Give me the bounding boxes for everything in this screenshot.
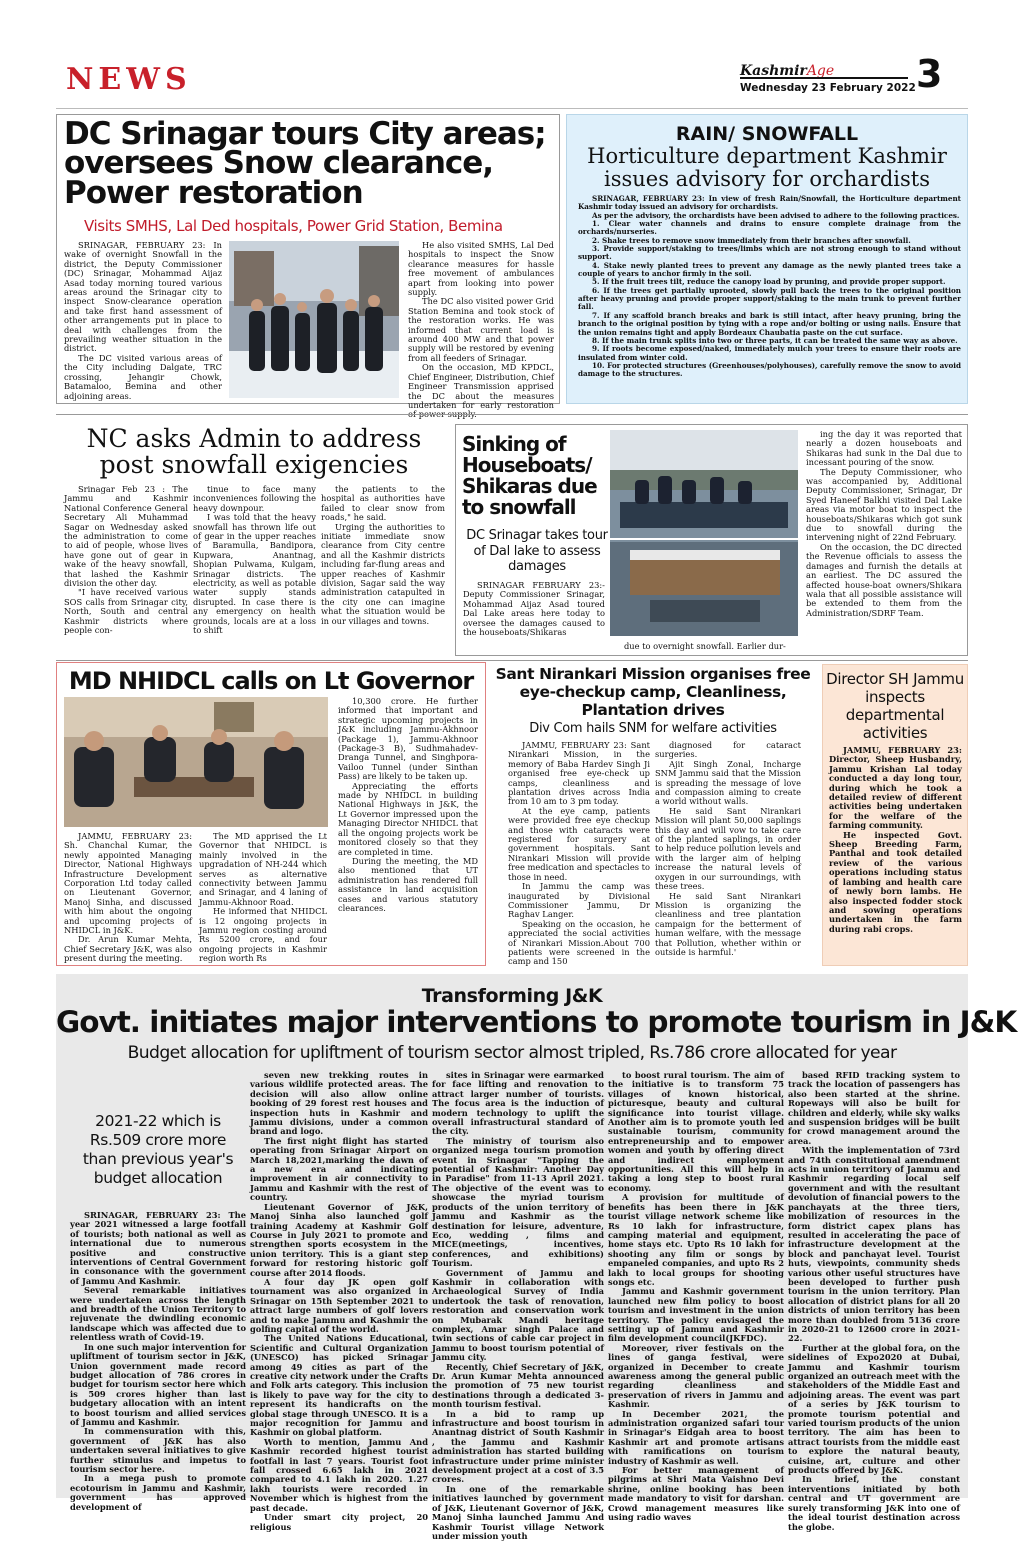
paragraph: The MD apprised the Lt Governor that NHIDCL is mainly involved in the upgradation of NH-244 which serves as alternative connectivity between Jammu and Srinagar, and 4 laning of Jammu-Akhnoor Road. [199,831,327,907]
houseboats-col3 [806,430,962,652]
nirankari-col1 [508,740,650,967]
nc-col2 [193,485,316,653]
paragraph: 1. Clear water channels and drains to ensure complete drainage from the orchards/nurseries. [578,219,961,237]
paragraph: He informed that NHIDCL is 12 ongoing projects in Jammu region costing around Rs 5200 crore, and four ongoing projects in Kashmir region worth Rs [199,906,327,964]
nc-col1 [64,485,188,653]
horticulture-kicker: RAIN/ SNOWFALL [675,123,859,145]
paragraph: the patients to the hospital as authorities have failed to clear snow from roads," he said. [321,484,445,523]
paragraph: In one such major intervention for upliftment of tourism sector in J&K, Union government made record budget allocation of 786 crores in budget for tourism sector here which is 509 crores higher than last budgetary allocation with an intent to boost tourism and allied services of Jammu and Kashmir. [70,1341,246,1427]
paragraph: He said Sant Nirankari Mission is organizing the cleanliness and tree plantation campaign for the betterment of human welfare, with the message that Pollution, whether within or outside is harmful.' [655,890,801,957]
paragraph: In a bid to ramp up infrastructure and boost tourism in Anantnag district of South Kashmir , the Jammu and Kashmir administration has started building infrastructure under prime minister development project at a cost of 3.5 crores. [432,1408,604,1485]
paragraph: 8. If the main trunk splits into two or three parts, it can be treated the same way as above. [592,335,958,345]
paragraph: to boost rural tourism. The aim of the initiative is to transform 75 villages of known historical, picturesque, beauty and cultural significance into tourist village. Another aim is to promote youth led sustainable tourism, community entrepreneurship and to empower women and youth by offering direct and indirect employment opportunities. All this will help in taking a long step to boost rural economy. [608,1070,784,1193]
paragraph: diagnosed for cataract surgeries. [655,740,801,760]
paragraph: "I have received various SOS calls from Srinagar city, North, South and central Kashmir districts where people con- [64,587,188,636]
houseboats-subhead: DC Srinagar takes tour of Dal lake to assess damages [466,528,608,574]
director-sh-body [829,746,962,951]
nc-headline: NC asks Admin to address post snowfall exigencies [86,424,422,479]
paragraph: A provision for multitude of benefits has been there in J&K tourist village network scheme like Rs 10 lakh for infrastructure, camping material and equipment, home stays etc. Upto Rs 10 lakh for shooting any film or songs by empaneled companies, and upto Rs 2 lakh to local groups for shooting songs etc. [608,1192,784,1287]
paragraph: Jammu and Kashmir government launched new film policy to boost tourism and investment in the union territory. The policy envisaged the setting up of Jammu and Kashmir film development council(JKFDC). [608,1286,784,1344]
paragraph: In a mega push to promote ecotourism in Jammu and Kashmir, government has approved development of [70,1473,246,1512]
paragraph: In commensuration with this, government of J&K has also undertaken several initiatives to give further stimulus and impetus to tourism sector here. [70,1426,246,1474]
nhidcl-headline: MD NHIDCL calls on Lt Governor [68,667,474,695]
paragraph: In December 2021, the administration organized safari tour in Srinagar's Eidgah area to boost Kashmir art and promote artisans with ramifications on tourism industry of Kashmir as well. [608,1408,784,1466]
tourism-kicker: Transforming J&K [421,985,603,1007]
paragraph: At the eye camp, patients were provided free eye checkup and those with cataracts were registered for surgery at government hospitals. Sant Nirankari Mission will provide free medication and spectacles to those in need. [508,805,650,882]
tourism-col4 [608,1070,784,1523]
lt-governor-meeting-photo [64,697,328,827]
paragraph: Srinagar Feb 23 : The Jammu and Kashmir National Conference General Secretary Ali Muhammad Sagar on Wednesday asked the administration to come to aid of people, whose lives have gone out of gear in wake of the heavy snowfall, that lashed the Kashmir division the other day. [64,484,188,589]
paragraph: The ministry of tourism also organized mega tourism promotion event in Srinagar "Tapping the potential of Kashmir: Another Day in Paradise" from 11-13 April 2021. The objective of the event was to showcase the myriad tourism products of the union territory of Jammu and Kashmir as the destination for leisure, adventure, Eco, wedding , films and MICE(meetings, incentives, conferences, and exhibitions) Tourism. [432,1135,604,1269]
paragraph: sites in Srinagar were earmarked for face lifting and renovation to attract larger number of tourists. The focus area is the induction of modern technology to uplift the overall infrastructural standard of the city. [432,1070,604,1137]
paragraph: With the implementation of 73rd and 74th constitutional amendment acts in union territory of Jammu and Kashmir regarding local self government and with the resultant devolution of financial powers to the panchayats at the three tiers, mobilization of resources in the form district capex plans has resulted in accelerating the pace of infrastructure development at the block and panchayat level. Tourist huts, viewpoints, community sheds various other useful structures have been developed to further push tourism in the union territory. Plan allocation of district plans for all 20 districts of union territory has been more than doubled from 5136 crore in 2020-21 to 12600 crore in 2021-22. [788,1145,960,1344]
masthead-rule [56,108,968,109]
story-dc-srinagar-headline: DC Srinagar tours City areas; oversees Snow clearance, Power restoration [64,116,546,211]
paragraph: Dr. Arun Kumar Mehta, Chief Secretary J&K, was also present during the meeting. [64,934,192,964]
horticulture-headline: Horticulture department Kashmir issues advisory for orchardists [587,144,947,191]
paragraph: During the meeting, the MD also mentioned that UT administration has rendered full assistance in land acquisition cases and various statutory clearances. [338,855,478,913]
paragraph: SRINAGAR, FEBRUARY 23: In wake of overnight Snowfall in the district, the Deputy Commissioner (DC) Srinagar, Mohammad Aijaz Asad today morning toured various areas around the Srinagar city to inspect Snow-clearance operation and take first hand assessment of other arrangements put in place to deal with challenges from the prevailing weather situation in the district. [64,240,222,354]
paragraph: The DC visited various areas of the City including Dalgate, TRC crossing, Jehangir Chowk, Batamaloo, Bemina and other adjoining areas. [64,352,222,401]
tourism-callout: 2021-22 which is Rs.509 crore more than previous year's budget allocation [82,1112,234,1187]
nhidcl-col1 [64,831,192,964]
paragraph: On the occasion, the DC directed the Revenue officials to assess the damages and furnish the details at an earliest. The DC assured the affected house-boat owners/Shikara wala that all possible assistance will be extended to them from the Administration/SDRF Team. [806,541,962,618]
paragraph: The DC also visited power Grid Station Bemina and took stock of the restoration works. He was informed that current load is around 400 MW and that power supply will be restored by evening from all feeders of Srinagar. [408,296,554,363]
paragraph: Government of Jammu and Kashmir in collaboration with Archaeological Survey of India undertook the task of renovation, restoration and conservation work on Mubarak Mandi heritage complex, Amar singh Palace and twin sections of cable car project in Jammu to boost tourism potential of Jammu city. [432,1267,604,1363]
paragraph: 3. Provide support/staking to trees/limbs which are not strong enough to stand without support. [578,244,961,262]
dal-lake-photo [610,430,798,636]
paragraph: In one of the remarkable initiatives launched by government of J&K, Lieutenant Governor of J&K, Manoj Sinha launched Jammu And Kashmir Tourist village Network under mission youth [432,1483,604,1541]
paragraph: Urging the authorities to initiate immediate snow clearance from City centre and all the Kashmir districts including far-flung areas and upper reaches of Kashmir division, Sagar said the way administration catapulted in the city one can imagine what the situation would be in our villages and towns. [321,521,445,626]
nhidcl-col3 [338,697,478,959]
paragraph: The Deputy Commissioner, who was accompanied by, Additional Deputy Commissioner, Srinagar, Dr Syed Haneef Balkhi visited Dal Lake areas via motor boat to inspect the houseboats/Shikaras which got sunk due to snowfall during the intervening night of 22nd February. [806,466,962,543]
paragraph: SRINAGAR, FEBRUARY 23: In view of fresh Rain/Snowfall, the Horticulture department Kashmir today issued an advisory for orchardists. [578,194,961,212]
story-dc-srinagar-subhead: Visits SMHS, Lal Ded hospitals, Power Grid Station, Bemina [84,217,503,235]
paragraph: For better management of pilgrims at Shri Mata Vaishno Devi shrine, online booking has been made mandatory to visit for darshan. Crowd management measures like using radio waves [608,1465,784,1523]
paragraph: He said Sant Nirankari Mission will plant 50,000 saplings this day and will vow to take care of the planted saplings, in order to help reduce pollution levels and with the larger aim of helping increase the natural levels of oxygen in our surroundings, with these trees. [655,805,801,892]
story-dc-srinagar-col2 [408,240,554,410]
paragraph: In brief, the constant interventions initiated by both central and UT government are surely transforming J&K into one of the ideal tourist destination across the globe. [788,1474,960,1532]
houseboats-col2 [610,642,800,654]
paragraph: A four day JK open golf tournament was also organized in Srinagar on 15th September 2021 to attract large numbers of golf lovers and to make Jammu and Kashmir the golfing capital of the world. [250,1276,428,1334]
paragraph: 6. If the trees get partially uprooted, slowly pull back the trees to the original position after heavy pruning and provide proper support/staking to the main trunk to prevent further fall. [578,285,961,312]
tourism-headline: Govt. initiates major interventions to promote tourism in J&K [56,1005,1017,1039]
houseboats-headline: Sinking of Houseboats/ Shikaras due to snowfall [462,432,597,519]
director-sh-headline: Director SH Jammu inspects departmental activities [826,670,964,742]
paragraph: 2. Shake trees to remove snow immediately from their branches after snowfall. [592,235,911,245]
paragraph: Lieutenant Governor of J&K, Manoj Sinha also launched golf training Academy at Kashmir Golf Course in July 2021 to promote and strengthen sports ecosystem in the union territory. This is a giant step forward for restoring historic golf course after 2014 floods. [250,1201,428,1278]
paragraph: Moreover, river festivals on the lines of ganga festival, were organized in December to create awareness among the general public regarding cleanliness and preservation of rivers in Jammu and Kashmir. [608,1342,784,1410]
paragraph: In Jammu the camp was inaugurated by Divisional Commissioner Jammu, Dr Raghav Langer. [508,881,650,920]
paragraph: 5. If the fruit trees tilt, reduce the canopy load by pruning, and provide proper support. [592,277,946,287]
paragraph: The United Nations Educational, Scientific and Cultural Organization (UNESCO) has picked Srinagar among 49 cities as part of the creative city network under the Crafts and Folk arts category. This inclusion is likely to pave way for the city to represent its handicrafts on the global stage through UNESCO. It is a major recognition for Jammu and Kashmir on global platform. [250,1333,428,1438]
paper-name: Kashmir [740,63,807,79]
meeting-graphic [64,697,328,827]
tourism-col5 [788,1070,960,1532]
nirankari-col2 [655,740,801,957]
paragraph: 10,300 crore. He further informed that important and strategic upcoming projects in J&K including Jammu-Akhnoor (Package 1), Jammu-Akhnoor (Package-3 B), Sudhmahadev-Dranga Tunnel, and Singhpora-Vailoo Tunnel (under Sinthan Pass) are likely to be taken up. [338,696,478,782]
issue-date: Wednesday 23 February 2022 [740,82,916,94]
row-divider-1 [56,414,968,415]
date-bar [740,77,908,79]
snow-inspection-photo [229,241,399,398]
paragraph: The first night flight has started operating from Srinagar Airport on March 18,2021,marking the dawn of a new era and indicating improvement in air connectivity to Jammu and Kashmir with the rest of country. [250,1135,428,1203]
paragraph: JAMMU, FEBRUARY 23: Director, Sheep Husbandry, Jammu Krishan Lal today conducted a day long tour, during which he took a detailed review of different activities being undertaken for the welfare of the farming community. [829,745,962,831]
houseboats-col1 [463,581,605,651]
paragraph: JAMMU, FEBRUARY 23: Sant Nirankari Mission, in the memory of Baba Hardev Singh Ji organised free eye-check up camps, cleanliness and plantation drives across India from 10 am to 3 pm today. [508,740,650,807]
paragraph: due to overnight snowfall. Earlier dur- [624,641,786,651]
paragraph: ing the day it was reported that nearly a dozen houseboats and Shikaras had sunk in the Dal due to incessant pouring of the snow. [806,429,962,468]
section-label: NEWS [66,62,192,97]
paragraph: 9. If roots become exposed/naked, immediately mulch your trees to ensure their roots are insulated from winter cold. [578,344,961,362]
tourism-col2 [250,1070,428,1532]
story-dc-srinagar-col1 [64,241,222,399]
paragraph: On the occasion, MD KPDCL, Chief Engineer, Distribution, Chief Engineer Transmission apprised the DC about the measures undertaken for early restoration [408,362,554,410]
paragraph: Ajit Singh Zonal, Incharge SNM Jammu said that the Mission is spreading the message of love and compassion aiming to create a world without walls. [655,758,801,807]
paragraph: He inspected Govt. Sheep Breeding Farm, Panthal and took detailed review of the various operations including status of lambing and health care of newly born lambs. He also inspected fodder stock and sowing operations undertaken in the farm during rabi crops. [829,829,962,934]
paragraph: 4. Stake newly planted trees to prevent any damage as the newly planted trees take a couple of years to anchor firmly in the soil. [578,260,961,279]
paragraph: SRINAGAR FEBRUARY 23:- Deputy Commissioner Srinagar, Mohammad Aijaz Asad toured Dal Lake areas here today to oversee the damages caused to the houseboats/Shikaras [463,580,605,638]
masthead-logo [740,60,920,100]
row-divider-2 [56,660,968,661]
paragraph: He also visited SMHS, Lal Ded hospitals to inspect the Snow clearance measures for hassle free movement of ambulances apart from looking into power supply. [408,240,554,298]
paragraph: I was told that the heavy snowfall has thrown life out of gear in the upper reaches of Baramulla, Bandipora, Kupwara, Anantnag, Shopian Pulwama, Kulgam, Srinagar districts. The electricity, as well as potable water supply stands disrupted. In case there is any emergency on health grounds, locals are at a loss to shift [193,512,316,636]
paragraph: 7. If any scaffold branch breaks and bark is still intact, after heavy pruning, bring the branch to the original position by tying with a rope and/or bolting or using nails. Ensure that the union remains tight and apply Bordeaux Chaubatia paste on the cut surface. [578,310,961,337]
nirankari-headline: Sant Nirankari Mission organises free eye-checkup camp, Cleanliness, Plantation drives [495,665,811,719]
tourism-col1 [70,1210,246,1512]
paragraph: Further at the global fora, on the sidelines of Expo2020 at Dubai, Jammu and Kashmir tourism organized an outreach meet with the stakeholders of the Middle East and adjoining areas. The event was part of a series by J&K tourism to promote tourism potential and varied tourism products of the union territory. The aim has been to attract tourists from the middle east to explore the natural beauty, cuisine, art, culture and other products offered by J&K. [788,1342,960,1476]
paragraph: seven new trekking routes in various wildlife protected areas. The decision will also allow online booking of 29 forest rest houses and inspection huts in Kashmir and Jammu divisions, under a common brand and logo. [250,1070,428,1137]
dal-lake-graphic [610,430,798,636]
paragraph: Appreciating the efforts made by NHIDCL in building National Highways in J&K, the Lt Governor impressed upon the Managing Director NHIDCL that all the ongoing projects work be monitored closely so that they are completed in time. [338,780,478,857]
tourism-col3 [432,1070,604,1541]
paragraph: As per the advisory, the orchardists have been advised to adhere to the following practices. [592,210,960,220]
tourism-subhead: Budget allocation for upliftment of tourism sector almost tripled, Rs.786 crore allocated for year [127,1043,897,1063]
nc-col3 [321,485,445,653]
paragraph: Speaking on the occasion, he appreciated the social activities of Nirankari Mission.About 700 patients were screened in the camp and 150 [508,918,650,967]
paragraph: SRINAGAR, FEBRUARY 23: The year 2021 witnessed a large footfall of tourists; both national as well as international due to numerous positive and constructive interventions of Central Government in consonance with the government of Jammu And Kashmir. [70,1210,246,1286]
paper-name-suffix: Age [806,63,835,79]
paragraph: Under smart city project, 20 religious [250,1512,428,1532]
nirankari-subhead: Div Com hails SNM for welfare activities [529,721,777,736]
paragraph: Worth to mention, Jammu And Kashmir recorded highest tourist footfall in last 7 years. Tourist foot fall crossed 6.65 lakh in 2021 compared to 4.1 lakh in 2020. 1.27 lakh tourists were recorded in November which is highest from the past decade. [250,1436,428,1513]
nhidcl-col2 [199,831,327,964]
paragraph: 10. For protected structures (Greenhouses/polyhouses), carefully remove the snow to avoid damage to the structures. [578,360,961,379]
paragraph: Several remarkable initiatives were undertaken across the length and breadth of the Union Territory to rejuvenate the dwindling economic landscape which was affected due to relentless wrath of Covid-19. [70,1285,246,1343]
paragraph: based RFID tracking system to track the location of passengers has also been started at the shrine. Ropeways will also be built for children and elderly, while sky walks and suspension bridges will be built for crowd management around the area. [788,1070,960,1146]
page-number: 3 [916,52,943,96]
paragraph: tinue to face many inconveniences following the heavy downpour. [193,484,316,513]
paragraph: JAMMU, FEBRUARY 23: Sh. Chanchal Kumar, the newly appointed Managing Director, National Highways Infrastructure Development Corporation Ltd today called on Lieutenant Governor, Manoj Sinha, and discussed with him about the ongoing and upcoming projects of NHIDCL in J&K. [64,831,192,936]
paragraph: Recently, Chief Secretary of J&K, Dr. Arun Kumar Mehta announced the promotion of 75 new tourist destinations through a dedicated 3-month tourism festival. [432,1361,604,1410]
snow-inspection-graphic [229,241,399,398]
horticulture-advisory-body [578,195,961,400]
